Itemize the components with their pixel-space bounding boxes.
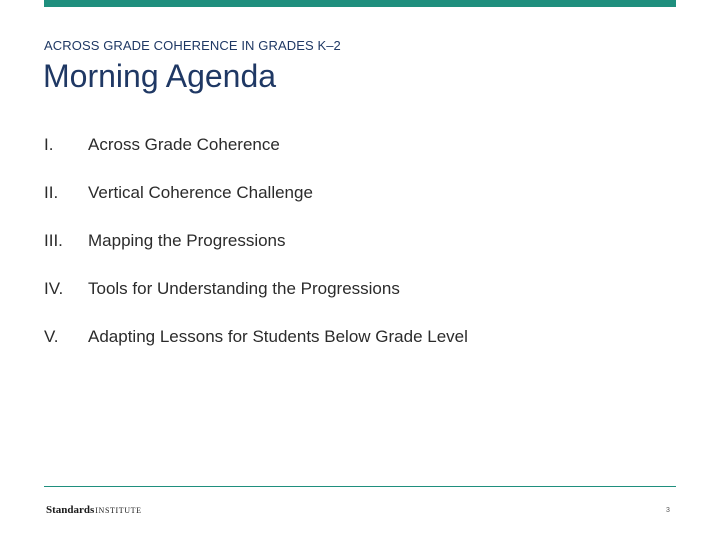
agenda-item-text: Across Grade Coherence: [88, 135, 280, 154]
logo-wordmark-primary: Standards: [46, 504, 95, 516]
agenda-item-number: III.: [44, 231, 63, 250]
footer-divider: [44, 486, 676, 487]
agenda-item: [44, 231, 664, 279]
agenda-list: [44, 135, 664, 375]
agenda-item: [44, 135, 664, 183]
agenda-item: [44, 183, 664, 231]
page-title: Morning Agenda: [43, 58, 277, 94]
agenda-item: [44, 327, 664, 375]
page-number: 3: [666, 507, 670, 514]
agenda-item-number: I.: [44, 135, 54, 154]
agenda-item-text: Adapting Lessons for Students Below Grade Level: [88, 327, 468, 346]
agenda-item-text: Vertical Coherence Challenge: [88, 183, 313, 202]
agenda-item-number: IV.: [44, 279, 64, 298]
agenda-item-text: Tools for Understanding the Progressions: [88, 279, 400, 298]
standards-institute-logo: [46, 504, 142, 516]
section-kicker: ACROSS GRADE COHERENCE IN GRADES K–2: [44, 38, 341, 53]
agenda-item-text: Mapping the Progressions: [88, 231, 286, 250]
agenda-item-number: V.: [44, 327, 59, 346]
top-accent-bar: [44, 0, 676, 7]
agenda-item: [44, 279, 664, 327]
agenda-item-number: II.: [44, 183, 59, 202]
logo-wordmark-secondary: INSTITUTE: [95, 506, 142, 515]
